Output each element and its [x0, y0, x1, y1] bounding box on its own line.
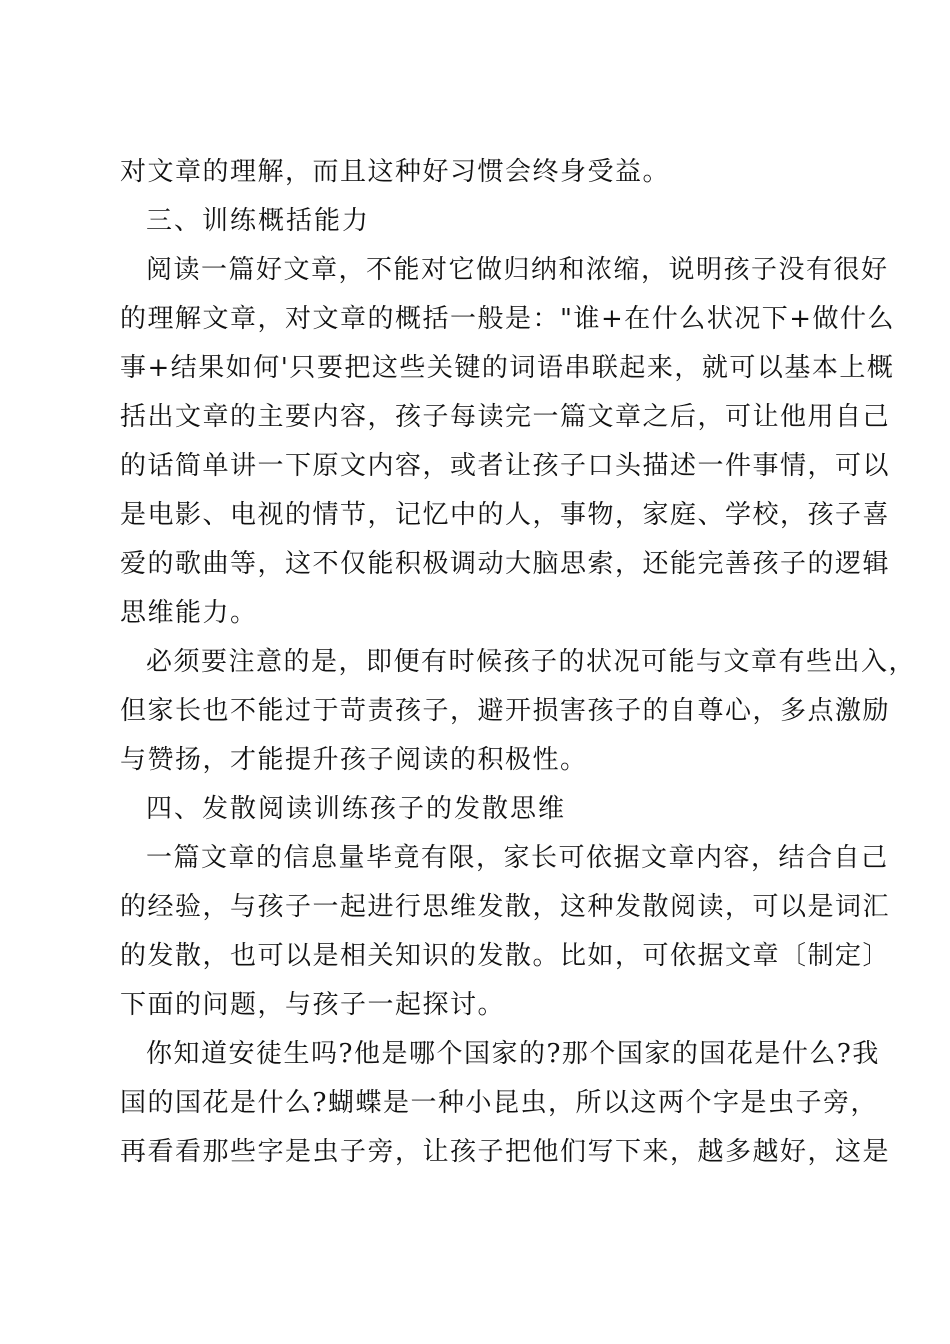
- text-line: 的话简单讲一下原文内容，或者让孩子口头描述一件事情，可以: [120, 451, 891, 481]
- text-line: 的经验，与孩子一起进行思维发散，这种发散阅读，可以是词汇: [120, 892, 891, 922]
- text-line: 爱的歌曲等，这不仅能积极调动大脑思索，还能完善孩子的逻辑: [120, 549, 891, 579]
- text-line: 对文章的理解，而且这种好习惯会终身受益。: [120, 157, 671, 187]
- text-line: 国的国花是什么?蝴蝶是一种小昆虫，所以这两个字是虫子旁，: [120, 1088, 878, 1118]
- text-line: 思维能力。: [120, 598, 258, 628]
- text-line: 括出文章的主要内容，孩子每读完一篇文章之后，可让他用自己: [120, 402, 891, 432]
- text-line: 的发散，也可以是相关知识的发散。比如，可依据文章〔制定〕: [120, 941, 891, 971]
- paragraph-first-line: 必须要注意的是，即便有时候孩子的状况可能与文章有些出入，: [146, 647, 917, 677]
- paragraph-first-line: 你知道安徒生吗?他是哪个国家的?那个国家的国花是什么?我: [146, 1039, 880, 1069]
- text-line: 是电影、电视的情节，记忆中的人，事物，家庭、学校，孩子喜: [120, 500, 891, 530]
- text-line: 与赞扬，才能提升孩子阅读的积极性。: [120, 745, 588, 775]
- text-line: 下面的问题，与孩子一起探讨。: [120, 990, 506, 1020]
- text-line: 事+结果如何'只要把这些关键的词语串联起来，就可以基本上概: [120, 353, 895, 383]
- text-line: 但家长也不能过于苛责孩子，避开损害孩子的自尊心，多点激励: [120, 696, 891, 726]
- text-line: 再看看那些字是虫子旁，让孩子把他们写下来，越多越好，这是: [120, 1137, 891, 1167]
- section-heading: 三、训练概括能力: [146, 206, 371, 236]
- paragraph-first-line: 一篇文章的信息量毕竟有限，家长可依据文章内容，结合自己: [146, 843, 889, 873]
- text-line: 的理解文章，对文章的概括一般是："谁+在什么状况下+做什么: [120, 304, 896, 334]
- paragraph-first-line: 阅读一篇好文章，不能对它做归纳和浓缩，说明孩子没有很好: [146, 255, 889, 285]
- section-heading: 四、发散阅读训练孩子的发散思维: [146, 794, 567, 824]
